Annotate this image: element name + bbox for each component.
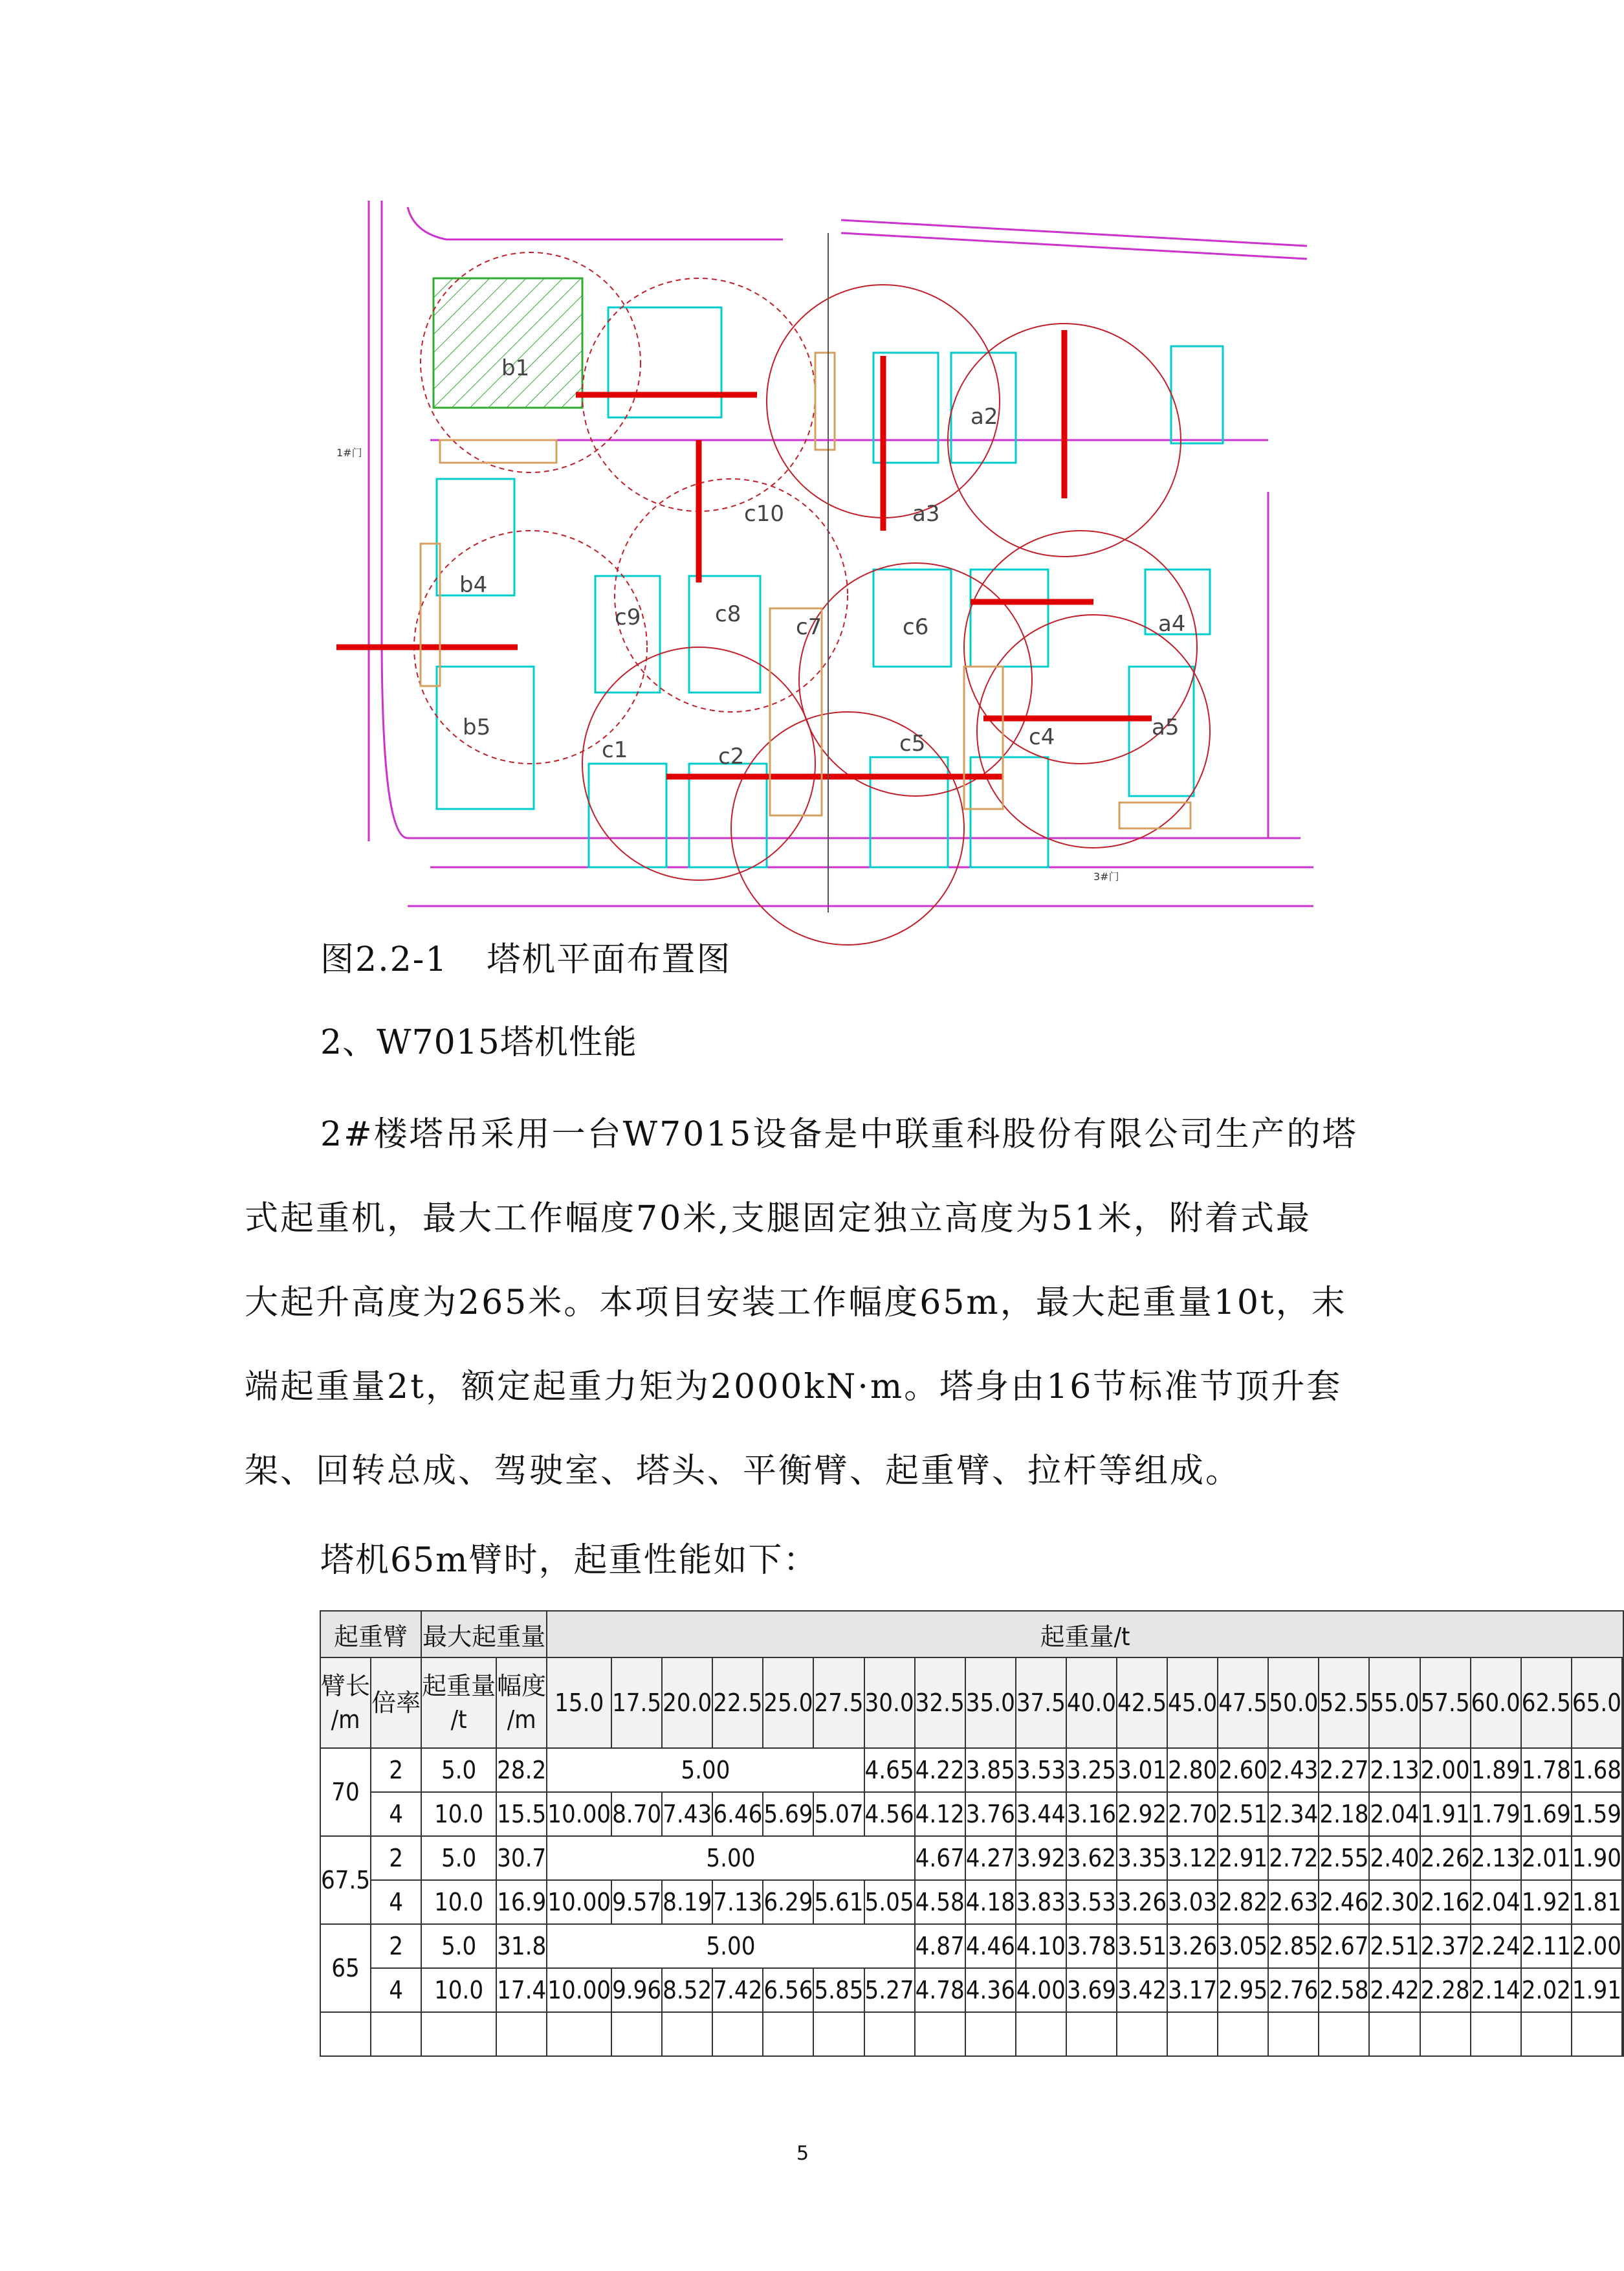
empty-cell: [813, 2012, 864, 2056]
load-value-cell: 2.26: [1420, 1836, 1471, 1880]
empty-cell: [662, 2012, 712, 2056]
load-value-cell: 2.46: [1319, 1880, 1369, 1924]
load-value-cell: 3.26: [1117, 1880, 1167, 1924]
load-value-cell: 2.00: [1420, 1748, 1471, 1792]
label-b1: b1: [501, 355, 530, 381]
header-max-load: 最大起重量: [421, 1611, 547, 1657]
load-value-cell: 3.26: [1167, 1924, 1218, 1968]
label-c4: c4: [1029, 724, 1055, 750]
load-value-cell: 2.40: [1369, 1836, 1420, 1880]
empty-cell: [320, 2012, 371, 2056]
table-row: [320, 1968, 1623, 2012]
label-a3: a3: [912, 501, 940, 527]
label-a4: a4: [1158, 611, 1186, 637]
load-value-cell: 2.55: [1319, 1836, 1369, 1880]
load-value-cell: 1.59: [1572, 1792, 1622, 1836]
load-value-cell: 7.13: [712, 1880, 763, 1924]
lifting-performance-table: [320, 1610, 1624, 2057]
boom-length-cell: 70: [320, 1748, 371, 1836]
load-value-cell: 4.27: [965, 1836, 1016, 1880]
caption-title: 塔机平面布置图: [487, 940, 732, 979]
load-value-cell: 10.00: [547, 1968, 611, 2012]
gate-1-label: 1#门: [336, 447, 362, 459]
max-load-cell: 5.0: [421, 1748, 496, 1792]
hatched-area-b1: [433, 278, 582, 408]
section-heading: 2、W7015塔机性能: [320, 1023, 637, 1062]
header-ratio: 倍率: [371, 1657, 421, 1748]
figure-caption: [320, 932, 731, 980]
radius-header-cell: 55.0: [1369, 1657, 1420, 1748]
empty-cell: [1521, 2012, 1572, 2056]
label-c5: c5: [899, 731, 926, 757]
empty-cell: [1572, 2012, 1622, 2056]
load-value-cell: [1622, 1792, 1623, 1836]
load-value-cell: 4.65: [864, 1748, 915, 1792]
load-value-cell: 1.90: [1572, 1836, 1622, 1880]
load-value-cell: 2.04: [1369, 1792, 1420, 1836]
table-row: [320, 1748, 1623, 1792]
load-value-cell: 3.01: [1117, 1748, 1167, 1792]
load-value-cell: 4.10: [1016, 1924, 1066, 1968]
load-value-cell: 9.57: [611, 1880, 662, 1924]
load-value-cell: [1622, 1748, 1623, 1792]
table-row: [320, 1836, 1623, 1880]
load-value-cell: 4.18: [965, 1880, 1016, 1924]
load-value-cell: 2.58: [1319, 1968, 1369, 2012]
ratio-cell: 4: [371, 1880, 421, 1924]
load-value-cell: 4.87: [915, 1924, 965, 1968]
label-c9: c9: [615, 604, 641, 630]
table-subheader-row: [320, 1657, 1623, 1748]
load-value-cell: 7.43: [662, 1792, 712, 1836]
empty-cell: [1117, 2012, 1167, 2056]
load-value-cell: 3.78: [1066, 1924, 1117, 1968]
ratio-cell: 2: [371, 1924, 421, 1968]
load-value-cell: 2.30: [1369, 1880, 1420, 1924]
empty-cell: [864, 2012, 915, 2056]
radius-header-cell: 15.0: [547, 1657, 611, 1748]
load-value-cell: 2.95: [1218, 1968, 1268, 2012]
load-value-cell: 5.27: [864, 1968, 915, 2012]
radius-header-cell: [1622, 1657, 1623, 1748]
boom-length-cell: 65: [320, 1924, 371, 2012]
load-value-cell: 1.69: [1521, 1792, 1572, 1836]
empty-cell: [1268, 2012, 1319, 2056]
load-value-cell: 5.69: [763, 1792, 813, 1836]
load-value-cell: 5.85: [813, 1968, 864, 2012]
load-value-cell: 1.81: [1572, 1880, 1622, 1924]
label-a2: a2: [971, 404, 998, 430]
load-value-cell: 3.53: [1016, 1748, 1066, 1792]
max-radius-cell: 31.8: [496, 1924, 547, 1968]
max-radius-cell: 15.5: [496, 1792, 547, 1836]
max-load-cell: 10.0: [421, 1880, 496, 1924]
max-load-cell: 5.0: [421, 1924, 496, 1968]
load-value-cell: 2.72: [1268, 1836, 1319, 1880]
radius-header-cell: 47.5: [1218, 1657, 1268, 1748]
label-b5: b5: [463, 715, 491, 740]
load-value-cell: 2.92: [1117, 1792, 1167, 1836]
load-value-cell: 3.83: [1016, 1880, 1066, 1924]
load-value-cell: 1.91: [1420, 1792, 1471, 1836]
load-value-cell: 1.79: [1471, 1792, 1521, 1836]
load-value-cell: 5.07: [813, 1792, 864, 1836]
load-value-cell: 3.44: [1016, 1792, 1066, 1836]
load-value-cell: 1.92: [1521, 1880, 1572, 1924]
load-value-cell: 3.53: [1066, 1880, 1117, 1924]
load-value-cell: [1622, 1924, 1623, 1968]
empty-cell: [1369, 2012, 1420, 2056]
load-value-cell: 4.00: [1016, 1968, 1066, 2012]
empty-cell: [712, 2012, 763, 2056]
paragraph-line-4: 端起重量2t，额定起重力矩为2000kN·m。塔身由16节标准节顶升套: [245, 1368, 1343, 1406]
max-load-cell: 10.0: [421, 1792, 496, 1836]
body-paragraph: [245, 1092, 1377, 1513]
header-boom: 起重臂: [320, 1611, 421, 1657]
paragraph-line-5: 架、回转总成、驾驶室、塔头、平衡臂、起重臂、拉杆等组成。: [245, 1452, 1242, 1490]
ratio-cell: 4: [371, 1792, 421, 1836]
empty-cell: [547, 2012, 611, 2056]
load-value-cell: 2.13: [1369, 1748, 1420, 1792]
load-value-cell: 2.04: [1471, 1880, 1521, 1924]
max-radius-cell: 30.7: [496, 1836, 547, 1880]
radius-header-cell: 30.0: [864, 1657, 915, 1748]
empty-cell: [496, 2012, 547, 2056]
empty-cell: [1471, 2012, 1521, 2056]
label-a5: a5: [1152, 715, 1180, 740]
radius-header-cell: 62.5: [1521, 1657, 1572, 1748]
paragraph-line-2: 式起重机，最大工作幅度70米,支腿固定独立高度为51米，附着式最: [245, 1199, 1311, 1238]
radius-header-cell: 25.0: [763, 1657, 813, 1748]
radius-header-cell: 22.5: [712, 1657, 763, 1748]
merged-load-cell: 5.00: [547, 1836, 914, 1880]
max-radius-cell: 17.4: [496, 1968, 547, 2012]
radius-header-cell: 40.0: [1066, 1657, 1117, 1748]
load-value-cell: 4.78: [915, 1968, 965, 2012]
load-value-cell: 2.63: [1268, 1880, 1319, 1924]
radius-header-cell: 65.0: [1572, 1657, 1622, 1748]
page-number: 5: [796, 2142, 809, 2165]
load-value-cell: 5.61: [813, 1880, 864, 1924]
load-value-cell: 2.80: [1167, 1748, 1218, 1792]
load-value-cell: 2.60: [1218, 1748, 1268, 1792]
header-max-load-value: 起重量 /t: [421, 1657, 496, 1748]
load-value-cell: 5.05: [864, 1880, 915, 1924]
merged-load-cell: 5.00: [547, 1924, 914, 1968]
radius-header-cell: 17.5: [611, 1657, 662, 1748]
merged-load-cell: 5.00: [547, 1748, 864, 1792]
load-value-cell: 3.69: [1066, 1968, 1117, 2012]
load-value-cell: 4.46: [965, 1924, 1016, 1968]
load-value-cell: 1.68: [1572, 1748, 1622, 1792]
empty-cell: [1319, 2012, 1369, 2056]
ratio-cell: 4: [371, 1968, 421, 2012]
empty-cell: [1218, 2012, 1268, 2056]
max-radius-cell: 16.9: [496, 1880, 547, 1924]
empty-cell: [1622, 2012, 1623, 2056]
load-value-cell: 10.00: [547, 1880, 611, 1924]
load-value-cell: 2.18: [1319, 1792, 1369, 1836]
label-c1: c1: [602, 737, 628, 763]
table-row: [320, 1792, 1623, 1836]
load-value-cell: 6.46: [712, 1792, 763, 1836]
paragraph-line-3: 大起升高度为265米。本项目安装工作幅度65m，最大起重量10t，末: [245, 1283, 1347, 1322]
load-value-cell: 2.91: [1218, 1836, 1268, 1880]
load-value-cell: 6.56: [763, 1968, 813, 2012]
gate-3-label: 3#门: [1093, 870, 1119, 883]
load-value-cell: 9.96: [611, 1968, 662, 2012]
table-row: [320, 1880, 1623, 1924]
load-value-cell: 2.67: [1319, 1924, 1369, 1968]
paragraph-line-1: 2#楼塔吊采用一台W7015设备是中联重科股份有限公司生产的塔: [320, 1115, 1358, 1154]
load-value-cell: 8.19: [662, 1880, 712, 1924]
label-c7: c7: [796, 614, 822, 640]
table-intro: 塔机65m臂时，起重性能如下：: [320, 1541, 818, 1580]
load-value-cell: 4.12: [915, 1792, 965, 1836]
load-value-cell: 3.42: [1117, 1968, 1167, 2012]
load-value-cell: 1.78: [1521, 1748, 1572, 1792]
load-value-cell: 8.70: [611, 1792, 662, 1836]
max-load-cell: 10.0: [421, 1968, 496, 2012]
ratio-cell: 2: [371, 1836, 421, 1880]
header-boom-length: 臂长 /m: [320, 1657, 371, 1748]
empty-cell: [371, 2012, 421, 2056]
load-value-cell: 4.36: [965, 1968, 1016, 2012]
load-value-cell: 2.51: [1218, 1792, 1268, 1836]
caption-number: 图2.2-1: [320, 940, 448, 979]
header-load: 起重量/t: [547, 1611, 1623, 1657]
radius-header-cell: 27.5: [813, 1657, 864, 1748]
load-value-cell: 2.13: [1471, 1836, 1521, 1880]
load-value-cell: 2.14: [1471, 1968, 1521, 2012]
empty-cell: [915, 2012, 965, 2056]
load-value-cell: 3.12: [1167, 1836, 1218, 1880]
radius-header-cell: 20.0: [662, 1657, 712, 1748]
ratio-cell: 2: [371, 1748, 421, 1792]
table-row-partial: [320, 2012, 1623, 2056]
load-value-cell: 2.27: [1319, 1748, 1369, 1792]
radius-header-cell: 50.0: [1268, 1657, 1319, 1748]
load-value-cell: 2.82: [1218, 1880, 1268, 1924]
load-value-cell: 2.85: [1268, 1924, 1319, 1968]
empty-cell: [611, 2012, 662, 2056]
tower-crane-site-plan: [317, 194, 1313, 913]
load-value-cell: [1622, 1968, 1623, 2012]
load-value-cell: 1.91: [1572, 1968, 1622, 2012]
empty-cell: [1016, 2012, 1066, 2056]
load-value-cell: 7.42: [712, 1968, 763, 2012]
load-value-cell: 2.37: [1420, 1924, 1471, 1968]
load-value-cell: 3.76: [965, 1792, 1016, 1836]
load-value-cell: 3.85: [965, 1748, 1016, 1792]
radius-header-cell: 42.5: [1117, 1657, 1167, 1748]
label-c2: c2: [718, 744, 745, 770]
load-value-cell: 2.11: [1521, 1924, 1572, 1968]
load-value-cell: 3.35: [1117, 1836, 1167, 1880]
label-c8: c8: [715, 601, 741, 627]
load-value-cell: 3.16: [1066, 1792, 1117, 1836]
load-value-cell: 4.67: [915, 1836, 965, 1880]
load-value-cell: 2.34: [1268, 1792, 1319, 1836]
load-value-cell: 2.76: [1268, 1968, 1319, 2012]
load-value-cell: 3.51: [1117, 1924, 1167, 1968]
boom-length-cell: 67.5: [320, 1836, 371, 1924]
radius-header-cell: 52.5: [1319, 1657, 1369, 1748]
load-value-cell: [1622, 1836, 1623, 1880]
empty-cell: [965, 2012, 1016, 2056]
load-value-cell: 2.51: [1369, 1924, 1420, 1968]
load-value-cell: 4.58: [915, 1880, 965, 1924]
radius-header-cell: 35.0: [965, 1657, 1016, 1748]
label-c10: c10: [744, 501, 784, 527]
load-value-cell: 8.52: [662, 1968, 712, 2012]
load-value-cell: 3.25: [1066, 1748, 1117, 1792]
radius-header-cell: 32.5: [915, 1657, 965, 1748]
load-value-cell: 10.00: [547, 1792, 611, 1836]
radius-header-cell: 45.0: [1167, 1657, 1218, 1748]
load-value-cell: 3.05: [1218, 1924, 1268, 1968]
empty-cell: [763, 2012, 813, 2056]
load-value-cell: 1.89: [1471, 1748, 1521, 1792]
load-value-cell: 2.00: [1572, 1924, 1622, 1968]
load-value-cell: 3.62: [1066, 1836, 1117, 1880]
load-value-cell: 2.70: [1167, 1792, 1218, 1836]
label-c6: c6: [903, 614, 929, 640]
header-radius: 幅度 /m: [496, 1657, 547, 1748]
load-value-cell: 2.16: [1420, 1880, 1471, 1924]
load-value-cell: 3.92: [1016, 1836, 1066, 1880]
empty-cell: [1167, 2012, 1218, 2056]
max-load-cell: 5.0: [421, 1836, 496, 1880]
load-value-cell: 2.01: [1521, 1836, 1572, 1880]
load-value-cell: 2.24: [1471, 1924, 1521, 1968]
load-value-cell: 2.02: [1521, 1968, 1572, 2012]
load-value-cell: 3.17: [1167, 1968, 1218, 2012]
load-value-cell: 2.43: [1268, 1748, 1319, 1792]
performance-table-wrapper: [320, 1610, 1621, 2037]
table-row: [320, 1924, 1623, 1968]
load-value-cell: 4.22: [915, 1748, 965, 1792]
empty-cell: [421, 2012, 496, 2056]
load-value-cell: 3.03: [1167, 1880, 1218, 1924]
label-b4: b4: [459, 572, 488, 598]
max-radius-cell: 28.2: [496, 1748, 547, 1792]
empty-cell: [1420, 2012, 1471, 2056]
radius-header-cell: 37.5: [1016, 1657, 1066, 1748]
load-value-cell: 4.56: [864, 1792, 915, 1836]
empty-cell: [1066, 2012, 1117, 2056]
table-header-row: [320, 1611, 1623, 1657]
load-value-cell: [1622, 1880, 1623, 1924]
load-value-cell: 6.29: [763, 1880, 813, 1924]
load-value-cell: 2.28: [1420, 1968, 1471, 2012]
load-value-cell: 2.42: [1369, 1968, 1420, 2012]
radius-header-cell: 60.0: [1471, 1657, 1521, 1748]
radius-header-cell: 57.5: [1420, 1657, 1471, 1748]
